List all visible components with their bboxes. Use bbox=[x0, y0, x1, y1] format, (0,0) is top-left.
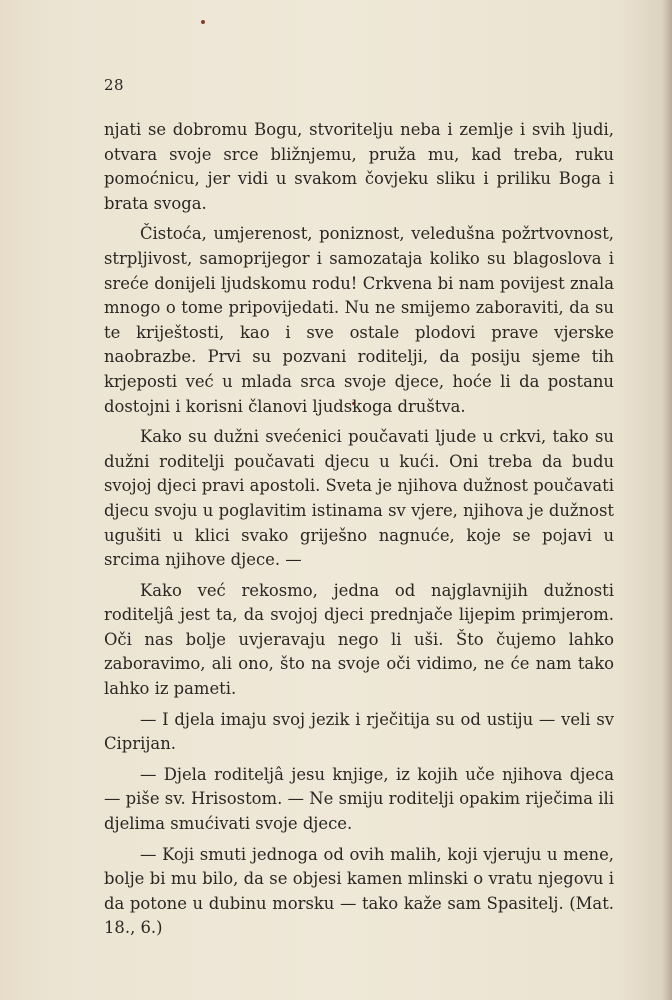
paragraph-5-quote-ciprijan: — I djela imaju svoj jezik i rječitija su od ustiju — veli sv Ciprijan. bbox=[104, 709, 614, 754]
body-text bbox=[104, 118, 614, 947]
ink-speck bbox=[201, 20, 205, 24]
paragraph-2: Čistoća, umjerenost, poniznost, veledušna požrtvovnost, strpljivost, samoprijegor i samozataja koliko su blagoslova i sreće donijeli ljudskomu rodu! Crkvena bi nam povijest znala mnogo o tome pripovijedati. Nu ne smijemo zaboraviti, da su te kriještosti, kao i sve ostale plodovi prave vjerske naobrazbe. Prvi su pozvani roditelji, da posiju sjeme tih krjeposti već u mlada srca svoje djece, hoće li da postanu dostojni i korisni članovi ljudskoga društva. bbox=[104, 224, 614, 416]
paragraph-3: Kako su dužni svećenici poučavati ljude u crkvi, tako su dužni roditelji poučavati djecu u kući. Oni treba da budu svojoj djeci pravi apostoli. Sveta je njihova dužnost poučavati djecu svoju u poglavitim istinama sv vjere, njihova je dužnost ugušiti u klici svako griješno nagnuće, koje se pojavi u srcima njihove djece. — bbox=[104, 427, 614, 570]
paragraph-6-quote-hrisostom: — Djela roditeljâ jesu knjige, iz kojih uče njihova djeca — piše sv. Hrisostom. — Ne smiju roditelji opakim riječima ili djelima smućivati svoje djece. bbox=[104, 764, 614, 834]
paragraph-1: njati se dobromu Bogu, stvoritelju neba i zemlje i svih ljudi, otvara svoje srce bližnjemu, pruža mu, kad treba, ruku pomoćnicu, jer vidi u svakom čovjeku sliku i priliku Boga i brata svoga. bbox=[104, 120, 614, 213]
paragraph-7-quote-spasitelj: — Koji smuti jednoga od ovih malih, koji vjeruju u mene, bolje bi mu bilo, da se objesi kamen mlinski o vratu njegovu i da potone u dubinu morsku — tako kaže sam Spasitelj. (Mat. 18., 6.) bbox=[104, 844, 614, 938]
paragraph-4: Kako već rekosmo, jedna od najglavnijih dužnosti roditeljâ jest ta, da svojoj djeci prednjače lijepim primjerom. Oči nas bolje uvjeravaju nego li uši. Što čujemo lahko zaboravimo, ali ono, što na svoje oči vidimo, ne će nam tako lahko iz pameti. bbox=[104, 580, 614, 699]
page-edge-shadow bbox=[662, 0, 672, 1000]
page-number: 28 bbox=[104, 76, 125, 94]
